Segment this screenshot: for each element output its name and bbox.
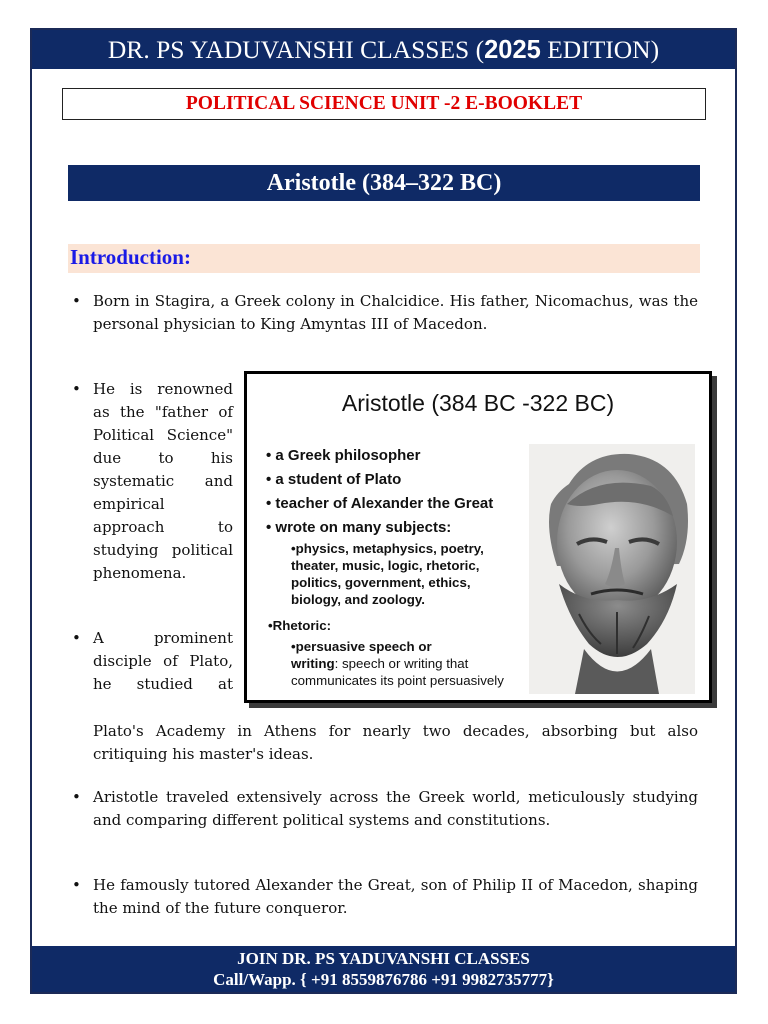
footer-banner bbox=[32, 946, 735, 992]
figure-point: • a student of Plato bbox=[266, 471, 402, 488]
bullet-text: He famously tutored Alexander the Great, son of Philip II of Macedon, shaping the mind of the future conqueror. bbox=[93, 876, 698, 917]
header-title-suffix: EDITION) bbox=[540, 35, 660, 64]
bullet-text: Aristotle traveled extensively across the Greek world, meticulously studying and comparing different political systems and constitutions. bbox=[93, 788, 698, 829]
list-item bbox=[72, 786, 698, 832]
rhetoric-term: writing bbox=[291, 656, 335, 671]
list-item bbox=[72, 627, 233, 696]
aristotle-bust-image bbox=[529, 444, 695, 694]
footer-line-contact: Call/Wapp. { +91 8559876786 +91 9982735777} bbox=[213, 970, 554, 989]
booklet-subtitle: POLITICAL SCIENCE UNIT -2 E-BOOKLET bbox=[62, 88, 706, 120]
subject-line: theater, music, logic, rhetoric, bbox=[291, 558, 480, 573]
bullet-text: He is renowned as the "father of Political Science" due to his systematic and empirical approach to studying political phenomena. bbox=[93, 380, 233, 582]
list-item bbox=[72, 290, 698, 336]
section-title: Introduction: bbox=[68, 244, 700, 273]
subject-line: •physics, metaphysics, poetry, bbox=[291, 541, 484, 556]
rhetoric-text: : speech or writing that bbox=[334, 656, 469, 671]
aristotle-slide-figure bbox=[244, 371, 712, 703]
figure-point: • wrote on many subjects: bbox=[266, 519, 452, 536]
figure-point: • teacher of Alexander the Great bbox=[266, 495, 494, 512]
figure-points bbox=[266, 444, 493, 540]
bullet-dot: • bbox=[72, 788, 81, 806]
footer-line-join: JOIN DR. PS YADUVANSHI CLASSES bbox=[237, 949, 530, 968]
bullet-dot: • bbox=[72, 629, 81, 647]
rhetoric-term: •persuasive speech or bbox=[291, 639, 432, 654]
bullet-dot: • bbox=[72, 380, 81, 398]
list-item bbox=[72, 378, 233, 585]
list-item bbox=[72, 874, 698, 920]
header-title-prefix: DR. PS YADUVANSHI CLASSES ( bbox=[107, 35, 485, 64]
subject-line: politics, government, ethics, bbox=[291, 575, 471, 590]
rhetoric-label: •Rhetoric: bbox=[268, 618, 332, 633]
figure-title: Aristotle (384 BC -322 BC) bbox=[341, 390, 615, 416]
bullet-text: Born in Stagira, a Greek colony in Chalcidice. His father, Nicomachus, was the personal physician to King Amyntas III of Macedon. bbox=[93, 292, 698, 333]
bullet-dot: • bbox=[72, 292, 81, 310]
figure-subjects bbox=[291, 540, 484, 608]
rhetoric-text: communicates its point persuasively bbox=[291, 673, 504, 688]
header-banner bbox=[32, 30, 735, 69]
list-item-continued bbox=[93, 720, 698, 766]
page-heading: Aristotle (384–322 BC) bbox=[68, 165, 700, 201]
header-year: 2025 bbox=[484, 36, 541, 64]
bullet-text: Plato's Academy in Athens for nearly two decades, absorbing but also critiquing his master's ideas. bbox=[93, 722, 698, 763]
figure-point: • a Greek philosopher bbox=[266, 447, 421, 464]
subject-line: biology, and zoology. bbox=[291, 592, 425, 607]
rhetoric-definition bbox=[291, 638, 504, 689]
bullet-text: A prominent disciple of Plato, he studied at bbox=[93, 629, 233, 693]
bullet-dot: • bbox=[72, 876, 81, 894]
